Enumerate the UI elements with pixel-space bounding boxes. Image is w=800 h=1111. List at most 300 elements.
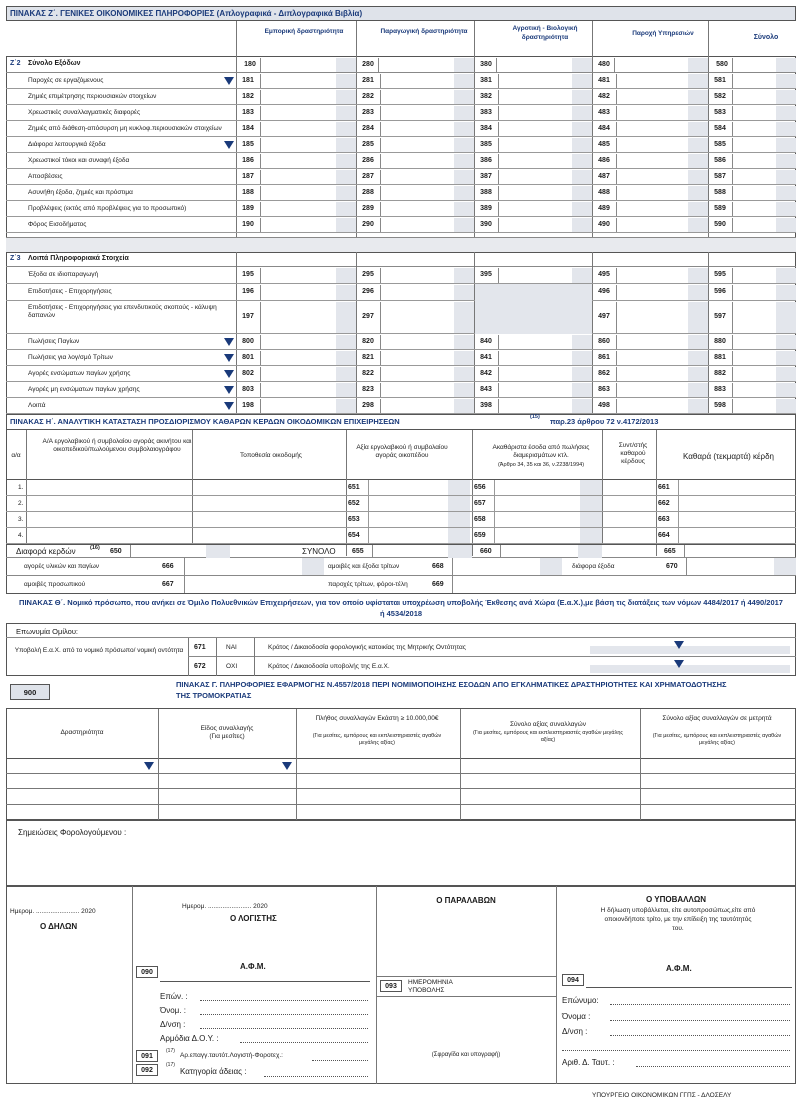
amount-input[interactable] [616, 351, 708, 365]
code-669: 669 [432, 581, 444, 588]
sub-id-label: Αριθ. Δ. Ταυτ. : [562, 1058, 615, 1067]
table-row [6, 201, 796, 217]
h-x-label-1: αμοιβές και έξοδα τρίτων [328, 563, 400, 570]
acc-091-input[interactable] [312, 1060, 368, 1061]
amount-input[interactable] [616, 186, 708, 200]
field-code: 598 [710, 402, 730, 409]
code-655: 655 [352, 548, 364, 555]
col-agricultural: Αγροτική - Βιολογική δραστηριότητα [512, 25, 578, 41]
row-label: Χρεωστικοί τόκοι και συναφή έξοδα [28, 157, 130, 164]
field-code: 882 [710, 370, 730, 377]
input-669[interactable] [452, 576, 562, 593]
field-code: 487 [594, 173, 614, 180]
sign-declarant: Ο ΔΗΛΩΝ [40, 922, 78, 931]
amount-input[interactable] [260, 268, 356, 283]
amount-input[interactable] [260, 170, 356, 184]
amount-input[interactable] [678, 496, 796, 511]
amount-input[interactable] [732, 285, 796, 300]
table-row [6, 301, 796, 334]
code-665: 665 [664, 548, 676, 555]
code-580: 580 [712, 61, 732, 68]
row-label: Επιδοτήσεις - Επιχορηγήσεις για επενδυτικούς σκοπούς - κάλυψη δαπανών [28, 304, 217, 319]
field-code: 281 [358, 77, 378, 84]
acc-name-label: Όνομ. : [160, 1006, 186, 1015]
code-480: 480 [594, 61, 614, 68]
sub-name-label: Όνομα : [562, 1012, 591, 1021]
table-row [6, 350, 796, 366]
amount-input[interactable] [498, 122, 592, 136]
amount-input[interactable] [732, 399, 796, 413]
field-code: 389 [476, 205, 496, 212]
amount-input[interactable] [380, 218, 474, 232]
field-code: 582 [710, 93, 730, 100]
sub-name-input[interactable] [610, 1020, 790, 1021]
table-row [6, 105, 796, 121]
code-650: 650 [110, 548, 122, 555]
amount-input[interactable] [732, 122, 796, 136]
amount-input[interactable] [678, 528, 796, 543]
field-code: 497 [594, 313, 614, 320]
field-code: 820 [358, 338, 378, 345]
field-code: 387 [476, 173, 496, 180]
amount-input[interactable] [380, 170, 474, 184]
input-665[interactable] [684, 545, 796, 558]
g-col-3-sub: (Για μεσίτες, εμπόρους και εκπλειστηριαστές αγαθών μεγάλης αξίας) [312, 733, 442, 746]
field-code: 800 [238, 338, 258, 345]
amount-input[interactable] [616, 335, 708, 349]
z-gap-bar [6, 237, 796, 252]
table-row [6, 73, 796, 89]
table-row [6, 284, 796, 301]
amount-input[interactable] [380, 202, 474, 216]
amount-input[interactable] [616, 138, 708, 152]
amount-input[interactable] [260, 90, 356, 104]
field-code: 588 [710, 189, 730, 196]
code-668: 668 [432, 563, 444, 570]
field-code: 187 [238, 173, 258, 180]
col-productive: Παραγωγική δραστηριότητα [380, 28, 468, 35]
amount-input[interactable] [380, 302, 474, 333]
acc-name-input[interactable] [200, 1014, 368, 1015]
amount-input[interactable] [260, 399, 356, 413]
amount-input[interactable] [380, 351, 474, 365]
amount-input[interactable] [260, 138, 356, 152]
amount-input[interactable] [380, 367, 474, 381]
row-label: Διάφορα λειτουργικά έξοδα [28, 141, 106, 148]
field-code: 880 [710, 338, 730, 345]
field-code: 384 [476, 125, 496, 132]
chevron-down-icon[interactable] [674, 641, 684, 649]
th-group-input[interactable] [96, 624, 796, 637]
row-label: Ασυνήθη έξοδα, ζημιές και πρόστιμα [28, 189, 133, 196]
field-code: 840 [476, 338, 496, 345]
input-670[interactable] [686, 558, 796, 575]
amount-input[interactable] [260, 302, 356, 333]
amount-input[interactable] [260, 285, 356, 300]
field-code: 587 [710, 173, 730, 180]
field-code: 841 [476, 354, 496, 361]
table-row [6, 480, 796, 496]
input-380[interactable] [496, 58, 592, 72]
field-code: 860 [594, 338, 614, 345]
field-code: 801 [238, 354, 258, 361]
amount-input[interactable] [732, 218, 796, 232]
code-380: 380 [476, 61, 496, 68]
amount-input[interactable] [380, 186, 474, 200]
amount-input[interactable] [260, 186, 356, 200]
th-answer-no[interactable]: ΟΧΙ [226, 663, 238, 670]
amount-input[interactable] [260, 335, 356, 349]
table-row [6, 512, 796, 528]
amount-input[interactable] [678, 512, 796, 527]
table-row [6, 398, 796, 414]
amount-input[interactable] [616, 399, 708, 413]
field-code: 490 [594, 221, 614, 228]
sign-submit-note: Η δήλωση υποβάλλεται, είτε αυτοπροσώπως,είτε από οποιονδήποτε τρίτο, με την επίδειξη της ταυτότητός του. [600, 907, 756, 932]
amount-input[interactable] [732, 383, 796, 397]
amount-input[interactable] [368, 480, 470, 495]
input-655[interactable] [372, 545, 472, 558]
amount-input[interactable] [260, 202, 356, 216]
amount-input[interactable] [260, 122, 356, 136]
amount-input[interactable] [498, 106, 592, 120]
acc-091-label: Αρ.επαγγ.ταυτότ.Λογιστή-Φοροτεχ.: [180, 1052, 283, 1059]
amount-input[interactable] [732, 302, 796, 333]
h-col-4-sub: (Άρθρο 34, 35 και 36, ν.2238/1994) [497, 462, 585, 468]
acc-surname-input[interactable] [200, 1000, 368, 1001]
amount-input[interactable] [498, 74, 592, 88]
g-select-transaction[interactable] [159, 759, 296, 773]
field-code: 651 [348, 484, 360, 491]
amount-input[interactable] [498, 399, 592, 413]
field-code: 657 [474, 500, 486, 507]
sup-17-b: (17) [166, 1062, 175, 1068]
field-code: 482 [594, 93, 614, 100]
input-180[interactable] [260, 58, 356, 72]
field-code: 290 [358, 221, 378, 228]
th-answer-yes[interactable]: ΝΑΙ [226, 644, 237, 651]
input-280[interactable] [378, 58, 474, 72]
amount-input[interactable] [368, 496, 470, 511]
row-label: Αγορές ενσώματων παγίων χρήσης [28, 370, 131, 377]
code-660: 660 [480, 548, 492, 555]
h-x-label-0: αγορές υλικών και παγίων [24, 563, 100, 570]
code-280: 280 [358, 61, 378, 68]
amount-input[interactable] [494, 496, 602, 511]
z2-title: Σύνολο Εξόδων [28, 60, 81, 67]
afm-1-input[interactable] [160, 972, 370, 982]
field-code: 181 [238, 77, 258, 84]
amount-input[interactable] [380, 122, 474, 136]
amount-input[interactable] [616, 170, 708, 184]
notes-input[interactable] [18, 840, 788, 882]
g-select-activity[interactable] [6, 759, 158, 773]
amount-input[interactable] [494, 512, 602, 527]
chevron-down-icon[interactable] [224, 386, 234, 394]
amount-input[interactable] [498, 138, 592, 152]
input-480[interactable] [614, 58, 708, 72]
amount-input[interactable] [498, 383, 592, 397]
amount-input[interactable] [260, 351, 356, 365]
disabled-cell [475, 284, 592, 301]
input-667[interactable] [184, 576, 324, 593]
table-g-code: 900 [10, 684, 50, 700]
field-code: 842 [476, 370, 496, 377]
chevron-down-icon[interactable] [282, 762, 292, 770]
amount-input[interactable] [616, 122, 708, 136]
field-code: 483 [594, 109, 614, 116]
code-090: 090 [136, 966, 158, 978]
amount-input[interactable] [732, 186, 796, 200]
chevron-down-icon[interactable] [224, 77, 234, 85]
row-label: Πωλήσεις για λογ/σμό Τρίτων [28, 354, 113, 361]
table-z-header-row [6, 21, 796, 57]
amount-input[interactable] [732, 106, 796, 120]
amount-input[interactable] [732, 351, 796, 365]
amount-input[interactable] [616, 268, 708, 283]
field-code: 654 [348, 532, 360, 539]
col-commercial: Εμπορική δραστηριότητα [264, 28, 344, 35]
amount-input[interactable] [732, 170, 796, 184]
amount-input[interactable] [498, 202, 592, 216]
acc-doy-input[interactable] [240, 1042, 368, 1043]
sub-id-input[interactable] [636, 1066, 790, 1067]
chevron-down-icon[interactable] [674, 660, 684, 668]
field-code: 195 [238, 271, 258, 278]
amount-input[interactable] [732, 90, 796, 104]
amount-input[interactable] [380, 106, 474, 120]
sub-addr-input[interactable] [610, 1035, 790, 1036]
field-code: 295 [358, 271, 378, 278]
amount-input[interactable] [498, 186, 592, 200]
z3-label: Ζ΄3 [10, 255, 21, 262]
table-h-title: ΠΙΝΑΚΑΣ Η΄. ΑΝΑΛΥΤΙΚΗ ΚΑΤΑΣΤΑΣΗ ΠΡΟΣΔΙΟΡΙΣΜΟΥ ΚΑΘΑΡΩΝ ΚΕΡΔΩΝ ΟΙΚΟΔΟΜΙΚΩΝ ΕΠΙΧΕΙΡΗΣΕΩΝ [10, 417, 400, 426]
field-code: 288 [358, 189, 378, 196]
field-code: 653 [348, 516, 360, 523]
acc-addr-label: Δ/νση : [160, 1020, 186, 1029]
amount-input[interactable] [498, 335, 592, 349]
code-667: 667 [162, 581, 174, 588]
g-col-2-sub: (Για μεσίτες) [209, 733, 245, 740]
field-code: 659 [474, 532, 486, 539]
sign-submitter: Ο ΥΠΟΒΑΛΛΩΝ [645, 895, 707, 904]
input-666[interactable] [184, 558, 324, 575]
amount-input[interactable] [260, 383, 356, 397]
h-diff-sup: (16) [90, 545, 100, 551]
row-label: Φόρος Εισοδήματος [28, 221, 87, 228]
table-g-header [6, 709, 796, 759]
acc-surname-label: Επών. : [160, 992, 188, 1001]
field-code: 585 [710, 141, 730, 148]
z3-section [6, 252, 796, 267]
amount-input[interactable] [380, 383, 474, 397]
amount-input[interactable] [498, 154, 592, 168]
amount-input[interactable] [260, 367, 356, 381]
chevron-down-icon[interactable] [224, 338, 234, 346]
chevron-down-icon[interactable] [144, 762, 154, 770]
amount-input[interactable] [380, 335, 474, 349]
amount-input[interactable] [616, 202, 708, 216]
notes-label: Σημειώσεις Φορολογούμενου : [18, 828, 127, 837]
table-row [6, 334, 796, 350]
amount-input[interactable] [732, 74, 796, 88]
amount-input[interactable] [380, 154, 474, 168]
chevron-down-icon[interactable] [224, 370, 234, 378]
amount-input[interactable] [498, 351, 592, 365]
field-code: 188 [238, 189, 258, 196]
row-label: Ζημιές επιμέτρησης περιουσιακών στοιχείων [28, 93, 157, 100]
acc-doy-label: Αρμόδια Δ.Ο.Υ. : [160, 1034, 219, 1043]
amount-input[interactable] [616, 106, 708, 120]
th-group-label: Επωνυμία Ομίλου: [16, 627, 78, 636]
field-code: 390 [476, 221, 496, 228]
amount-input[interactable] [616, 90, 708, 104]
field-code: 496 [594, 288, 614, 295]
acc-addr-input[interactable] [200, 1028, 368, 1029]
chevron-down-icon[interactable] [224, 354, 234, 362]
field-code: 486 [594, 157, 614, 164]
chevron-down-icon[interactable] [224, 402, 234, 410]
table-row [6, 185, 796, 201]
field-code: 863 [594, 386, 614, 393]
amount-input[interactable] [498, 170, 592, 184]
table-th-title-bar [6, 594, 796, 624]
row-label: Αγορές μη ενσώματων παγίων χρήσης [28, 386, 140, 393]
amount-input[interactable] [616, 74, 708, 88]
amount-input[interactable] [616, 154, 708, 168]
amount-input[interactable] [260, 74, 356, 88]
row-label: Παροχές σε εργαζόμενους [28, 77, 104, 84]
row-label: Λοιπά [28, 402, 46, 409]
amount-input[interactable] [498, 268, 592, 283]
field-code: 283 [358, 109, 378, 116]
table-row [6, 89, 796, 105]
amount-input[interactable] [260, 106, 356, 120]
input-660[interactable] [500, 545, 602, 558]
field-code: 287 [358, 173, 378, 180]
amount-input[interactable] [616, 383, 708, 397]
z3-title: Λοιπά Πληροφοριακά Στοιχεία [28, 255, 129, 262]
amount-input[interactable] [380, 74, 474, 88]
amount-input[interactable] [616, 302, 708, 333]
sign-afm-1: Α.Φ.Μ. [240, 962, 266, 971]
th-submit-label: Υποβολή Ε.α.Χ. από το νομικό πρόσωπο/ νομική οντότητα [14, 647, 184, 654]
table-g-title-bar [6, 676, 796, 709]
sign-stamp: (Σφραγίδα και υπογραφή) [431, 1052, 501, 1058]
table-row [6, 528, 796, 544]
chevron-down-icon[interactable] [224, 141, 234, 149]
footer-ministry: ΥΠΟΥΡΓΕΙΟ ΟΙΚΟΝΟΜΙΚΩΝ ΓΓΠΣ - ΔΛΟΣΕΛΥ [592, 1092, 732, 1099]
acc-092-input[interactable] [264, 1076, 368, 1077]
amount-input[interactable] [498, 90, 592, 104]
field-code: 297 [358, 313, 378, 320]
h-col-aa: α/α [11, 452, 21, 459]
amount-input[interactable] [732, 202, 796, 216]
field-code: 584 [710, 125, 730, 132]
field-code: 596 [710, 288, 730, 295]
amount-input[interactable] [380, 90, 474, 104]
code-672: 672 [194, 663, 206, 670]
amount-input[interactable] [616, 367, 708, 381]
amount-input[interactable] [678, 480, 796, 495]
table-z-title: ΠΙΝΑΚΑΣ Ζ΄. ΓΕΝΙΚΕΣ ΟΙΚΟΝΟΜΙΚΕΣ ΠΛΗΡΟΦΟΡΙΕΣ (Απλογραφικά - Διπλογραφικά Βιβλία) [10, 9, 363, 18]
field-code: 182 [238, 93, 258, 100]
table-row [6, 121, 796, 137]
amount-input[interactable] [732, 268, 796, 283]
field-code: 196 [238, 288, 258, 295]
amount-input[interactable] [260, 218, 356, 232]
amount-input[interactable] [368, 528, 470, 543]
input-668[interactable] [452, 558, 562, 575]
field-code: 489 [594, 205, 614, 212]
field-code: 663 [658, 516, 670, 523]
g-col-5: Σύνολο αξίας συναλλαγών σε μετρητά [662, 715, 772, 722]
amount-input[interactable] [616, 285, 708, 300]
input-650[interactable] [130, 545, 230, 558]
table-h-title-sup: (15) [530, 414, 540, 420]
code-091: 091 [136, 1050, 158, 1062]
z2-label: Ζ΄2 [10, 60, 21, 67]
amount-input[interactable] [732, 335, 796, 349]
h-x-label-2: διάφορα έξοδα [572, 563, 615, 570]
table-g-title: ΠΙΝΑΚΑΣ Γ. ΠΛΗΡΟΦΟΡΙΕΣ ΕΦΑΡΜΟΓΗΣ Ν.4557/2018 ΠΕΡΙ ΝΟΜΙΜΟΠΟΙΗΣΗΣ ΕΣΟΔΩΝ ΑΠΟ ΕΓΚΛΗΜΑΤΙΚΕΣ ΔΡΑΣΤΗΡΙΟΤΗΤΕΣ ΚΑΙ ΧΡΗΜΑΤΟΔΟΤΗΣΗΣ ΤΗΣ ΤΡΟΜΟΚΡΑΤΙΑΣ [176, 680, 727, 700]
row-label: Αποσβέσεις [28, 173, 63, 180]
col-total: Σύνολο [753, 34, 779, 41]
table-th-title: ΠΙΝΑΚΑΣ Θ΄. Νομικό πρόσωπο, που ανήκει σε Όμιλο Πολυεθνικών Επιχειρήσεων, για τον οποίο υφίσταται υποχρέωση υποβολής Έκθεσης ανά Χώρα (Ε.α.Χ.),με βάση τις διατάξεις των νόμων 4484/2017 ή 4490/2017 ή 4534/2018 [19, 598, 783, 618]
table-h-title-tail: παρ.23 άρθρου 72 ν.4172/2013 [550, 417, 659, 426]
amount-input[interactable] [732, 367, 796, 381]
amount-input[interactable] [616, 218, 708, 232]
sup-17-a: (17) [166, 1048, 175, 1054]
amount-input[interactable] [260, 154, 356, 168]
amount-input[interactable] [368, 512, 470, 527]
th-row-672 [188, 657, 796, 676]
field-code: 661 [658, 484, 670, 491]
col-services: Παροχή Υπηρεσιών [632, 30, 694, 37]
amount-input[interactable] [380, 285, 474, 300]
amount-input[interactable] [380, 138, 474, 152]
amount-input[interactable] [494, 480, 602, 495]
field-code: 581 [710, 77, 730, 84]
amount-input[interactable] [732, 138, 796, 152]
g-col-4-sub: (Για μεσίτες, εμπόρους και εκπλειστηριαστές αγαθών μεγάλης αξίας) [472, 730, 624, 743]
h-total-row [6, 544, 796, 558]
h-col-6: Καθαρά (τεκμαρτά) κέρδη [683, 452, 774, 461]
h-col-1: Α/Α εργολαβικού ή συμβολαίου αγοράς ακινήτου και οικοπεδικού/πωλούμενου συμβολαιογράφου [42, 438, 192, 453]
sign-date-label: ΗΜΕΡΟΜΗΝΙΑ ΥΠΟΒΟΛΗΣ [408, 979, 453, 994]
amount-input[interactable] [380, 399, 474, 413]
amount-input[interactable] [498, 367, 592, 381]
g-col-3: Πλήθος συναλλαγών Εκάστη ≥ 10.000,00€ [315, 715, 439, 722]
h-col-4: Ακαθάριστα έσοδα από πωλήσεις διαμερισμάτων κτλ. [492, 444, 590, 459]
field-code: 285 [358, 141, 378, 148]
table-row [6, 496, 796, 512]
amount-input[interactable] [498, 218, 592, 232]
amount-input[interactable] [732, 154, 796, 168]
table-row [6, 137, 796, 153]
field-code: 498 [594, 402, 614, 409]
sub-extra-line[interactable] [562, 1050, 790, 1051]
input-580[interactable] [732, 58, 796, 72]
amount-input[interactable] [380, 268, 474, 283]
amount-input[interactable] [494, 528, 602, 543]
table-h-title-bar [6, 414, 796, 430]
afm-2-input[interactable] [586, 980, 792, 988]
field-code: 495 [594, 271, 614, 278]
sub-surname-label: Επώνυμο: [562, 996, 599, 1005]
sub-surname-input[interactable] [610, 1004, 790, 1005]
field-code: 881 [710, 354, 730, 361]
